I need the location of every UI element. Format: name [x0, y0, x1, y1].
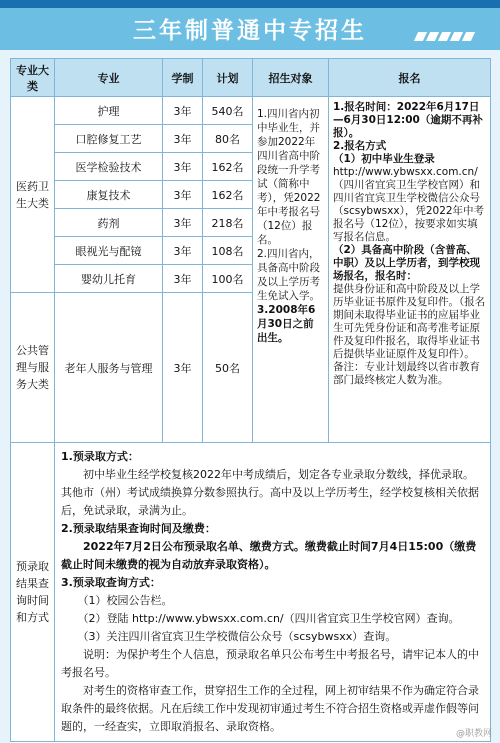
target-item-3: 3.2008年6月30日之前出生。	[257, 304, 316, 344]
query-text-1: 初中毕业生经学校复核2022年中考成绩后，划定各专业录取分数线，择优录取。其他市（州）考试成绩换算分数参照执行。高中及以上学历考生，经学校复核相关依据后，免试录取，录满为止。	[61, 468, 479, 517]
header-plan: 计划	[203, 59, 253, 97]
plan-cell: 162名	[203, 153, 253, 181]
major-cell: 老年人服务与管理	[55, 293, 163, 443]
target-item-2: 2.四川省内，具备高中阶段及以上学历考生免试入学。	[257, 248, 320, 302]
header-major: 专业	[55, 59, 163, 97]
header-years: 学制	[163, 59, 203, 97]
years-cell: 3年	[163, 153, 203, 181]
signup-time: 1.报名时间：2022年6月17日—6月30日12:00（逾期不再补报）。	[333, 101, 483, 139]
major-cell: 眼视光与配镜	[55, 237, 163, 265]
query-review: 对考生的资格审查工作，贯穿招生工作的全过程，网上初审结果不作为确定符合录取条件的最终依据。凡在后续工作中发现初审通过考生不符合招生资格或弄虚作假等问题的，一经查实，立即取消报名、录取资格。	[61, 684, 479, 733]
query-option-2: （2）登陆 http://www.ybwsxx.com.cn/（四川省宜宾卫生学校官网）查询。	[77, 612, 460, 625]
query-option-3: （3）关注四川省宜宾卫生学校微信公众号（scsybwsxx）查询。	[77, 630, 397, 643]
plan-cell: 50名	[203, 293, 253, 443]
years-cell: 3年	[163, 209, 203, 237]
table-row	[11, 97, 491, 125]
query-heading-1: 1.预录取方式：	[61, 450, 139, 463]
years-cell: 3年	[163, 293, 203, 443]
category-medical: 医药卫生大类	[11, 97, 55, 293]
major-cell: 康复技术	[55, 181, 163, 209]
major-cell: 医学检验技术	[55, 153, 163, 181]
signup-remark: 备注：专业计划最终以省市教育部门最终核定人数为准。	[333, 361, 480, 386]
signup-method-2-title: （2）具备高中阶段（含普高、中职）及以上学历者，到学校现场报名，报名时：	[333, 244, 480, 282]
query-text-2: 2022年7月2日公布预录取名单、缴费方式。缴费截止时间7月4日15:00（缴费截止时间未缴费的视为自动放弃录取资格）。	[61, 540, 477, 571]
years-cell: 3年	[163, 181, 203, 209]
target-cell	[253, 97, 329, 443]
query-heading-3: 3.预录取查询方式：	[61, 576, 161, 589]
major-cell: 婴幼儿托育	[55, 265, 163, 293]
major-cell: 口腔修复工艺	[55, 125, 163, 153]
target-item-1: 1.四川省内初中毕业生，并参加2022年四川省高中阶段统一升学考试（简称中考），凭2022年中考报名号（12位）报名。	[257, 108, 321, 246]
major-cell: 药剂	[55, 209, 163, 237]
query-label: 预录取结果查询时间和方式	[11, 443, 55, 742]
years-cell: 3年	[163, 125, 203, 153]
title-banner	[0, 0, 500, 50]
signup-method-1-title: （1）初中毕业生登录	[333, 153, 435, 165]
plan-cell: 100名	[203, 265, 253, 293]
years-cell: 3年	[163, 97, 203, 125]
signup-method-1-text: http://www.ybwsxx.com.cn/（四川省宜宾卫生学校官网）和四川省宜宾卫生学校微信公众号（scsybwsxx），凭2022年中考报名号（12位），按要求如实填写报名信息。	[333, 166, 485, 243]
plan-cell: 80名	[203, 125, 253, 153]
signup-method-title: 2.报名方式	[333, 140, 387, 152]
plan-cell: 218名	[203, 209, 253, 237]
header-row	[11, 59, 491, 97]
header-category: 专业大类	[11, 59, 55, 97]
banner-decoration	[416, 26, 486, 34]
plan-cell: 162名	[203, 181, 253, 209]
plan-cell: 108名	[203, 237, 253, 265]
signup-cell	[329, 97, 491, 443]
signup-method-2-text: 提供身份证和高中阶段及以上学历毕业证书原件及复印件。（报名期间未取得毕业证书的应届毕业生可先凭身份证和高考准考证原件及复印件报名，取得毕业证书后提供毕业证原件及复印件）。	[333, 283, 486, 360]
years-cell: 3年	[163, 237, 203, 265]
plan-cell: 540名	[203, 97, 253, 125]
page-title: 三年制普通中专招生	[133, 18, 367, 44]
enrollment-table	[10, 58, 491, 742]
category-public: 公共管理与服务大类	[11, 293, 55, 443]
banner-stripe	[0, 0, 500, 8]
query-row	[11, 443, 491, 742]
header-signup: 报名	[329, 59, 491, 97]
query-option-1: （1）校园公告栏。	[77, 594, 173, 607]
header-target: 招生对象	[253, 59, 329, 97]
query-note: 说明：为保护考生个人信息，预录取名单只公布考生中考报名号，请牢记本人的中考报名号。	[61, 648, 479, 679]
watermark: @职教网	[455, 729, 492, 739]
query-content	[55, 443, 491, 742]
query-heading-2: 2.预录取结果查询时间及缴费：	[61, 522, 216, 535]
years-cell: 3年	[163, 265, 203, 293]
major-cell: 护理	[55, 97, 163, 125]
